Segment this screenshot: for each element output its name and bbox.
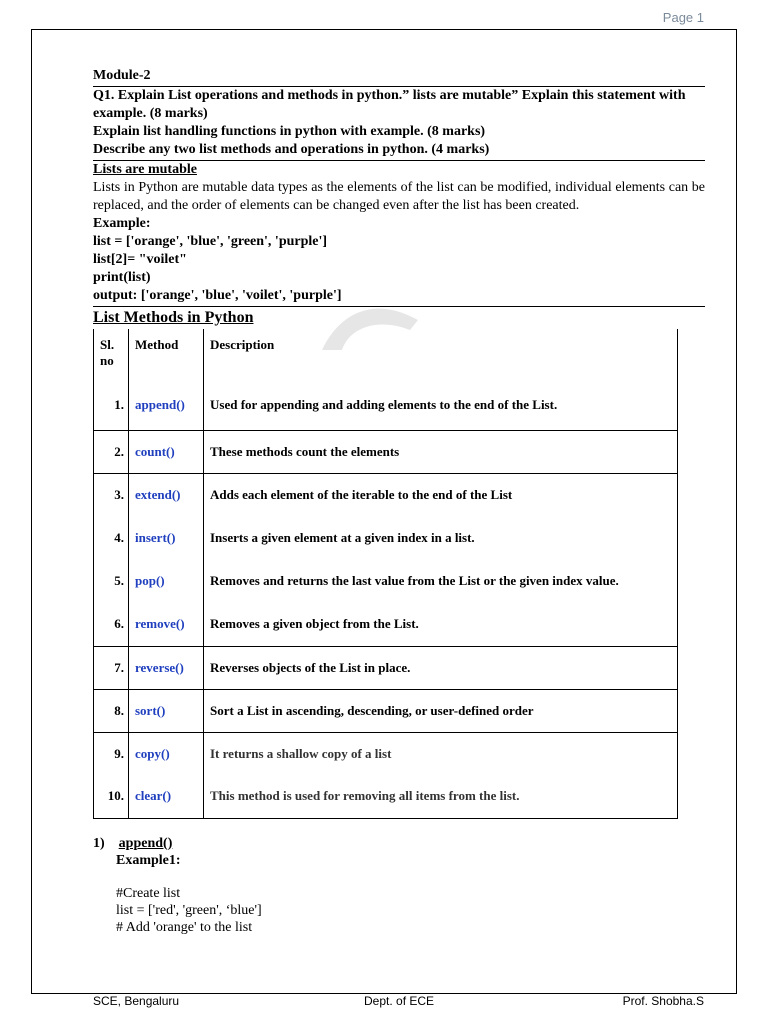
row-method: copy() [135, 745, 170, 761]
row-sl: 4. [94, 516, 129, 559]
row-method: insert() [135, 529, 176, 545]
append-example [93, 852, 705, 936]
table-row [94, 473, 678, 516]
append-code-line-1: #Create list [116, 885, 181, 901]
row-method: append() [129, 381, 204, 430]
row-sl: 3. [94, 473, 129, 516]
row-method: extend() [135, 486, 181, 502]
row-method: remove() [129, 602, 204, 646]
table-row [94, 516, 678, 559]
question-3: Describe any two list methods and operations in python. (4 marks) [93, 142, 490, 157]
row-method: pop() [135, 572, 165, 588]
append-code-line-2: list = ['red', 'green', ‘blue'] [116, 902, 262, 918]
table-row [94, 775, 678, 818]
code-line-1: list = ['orange', 'blue', 'green', 'purple'] [93, 234, 328, 249]
code-line-2: list[2]= "voilet" [93, 252, 187, 267]
row-description: This method is used for removing all items from the list. [204, 775, 678, 818]
header-description: Description [204, 329, 678, 381]
table-row [94, 732, 678, 775]
list-methods-table [93, 329, 678, 819]
footer-left: SCE, Bengaluru [93, 994, 180, 1008]
row-description: Removes and returns the last value from the List or the given index value. [204, 559, 678, 602]
page-number: Page 1 [662, 10, 704, 25]
footer-center: Dept. of ECE [364, 994, 435, 1008]
table-row [94, 381, 678, 430]
row-description: Sort a List in ascending, descending, or user-defined order [204, 689, 678, 732]
row-sl: 9. [94, 732, 129, 775]
question-2: Explain list handling functions in python with example. (8 marks) [93, 124, 486, 139]
question-1: Q1. Explain List operations and methods in python.” lists are mutable” Explain this statement with example. (8 marks) [93, 88, 686, 121]
mutable-paragraph: Lists in Python are mutable data types as the elements of the list can be modified, individual elements can be replaced, and the order of elements can be changed even after the list has been created. [93, 180, 705, 213]
code-line-3: print(list) [93, 270, 151, 285]
mutable-heading: Lists are mutable [93, 162, 197, 177]
header-method: Method [135, 337, 179, 352]
module-heading: Module-2 [93, 66, 705, 87]
append-example-label: Example1: [116, 852, 181, 868]
row-description: Inserts a given element at a given index in a list. [204, 516, 678, 559]
mutable-section [93, 161, 705, 307]
table-row [94, 689, 678, 732]
row-description: Adds each element of the iterable to the end of the List [204, 473, 678, 516]
row-description: Reverses objects of the List in place. [204, 646, 678, 689]
row-sl: 2. [94, 430, 129, 473]
list-methods-title: List Methods in Python [93, 309, 254, 326]
append-code-line-3: # Add 'orange' to the list [116, 919, 253, 935]
header-sl-no: Sl. no [94, 329, 129, 381]
row-description: Removes a given object from the List. [204, 602, 678, 646]
question-block [93, 87, 705, 161]
append-section [93, 835, 705, 936]
row-sl: 1. [94, 381, 129, 430]
append-heading-line [93, 835, 705, 852]
row-sl: 8. [94, 689, 129, 732]
row-sl: 5. [94, 559, 129, 602]
row-description: Used for appending and adding elements to the end of the List. [204, 381, 678, 430]
row-sl: 6. [94, 602, 129, 646]
code-output: output: ['orange', 'blue', 'voilet', 'purple'] [93, 288, 342, 303]
row-method: reverse() [129, 646, 204, 689]
append-heading: append() [118, 835, 173, 851]
row-description: These methods count the elements [204, 430, 678, 473]
row-method: clear() [129, 775, 204, 818]
row-description: It returns a shallow copy of a list [204, 732, 678, 775]
table-row [94, 559, 678, 602]
row-sl: 10. [94, 775, 129, 818]
footer-right: Prof. Shobha.S [622, 994, 704, 1008]
table-row [94, 646, 678, 689]
table-header-row [94, 329, 678, 381]
row-sl: 7. [94, 646, 129, 689]
table-row [94, 602, 678, 646]
append-number: 1) [93, 835, 105, 851]
row-method: sort() [129, 689, 204, 732]
example-label: Example: [93, 216, 151, 231]
document-body [93, 66, 705, 936]
row-method: count() [129, 430, 204, 473]
table-row [94, 430, 678, 473]
